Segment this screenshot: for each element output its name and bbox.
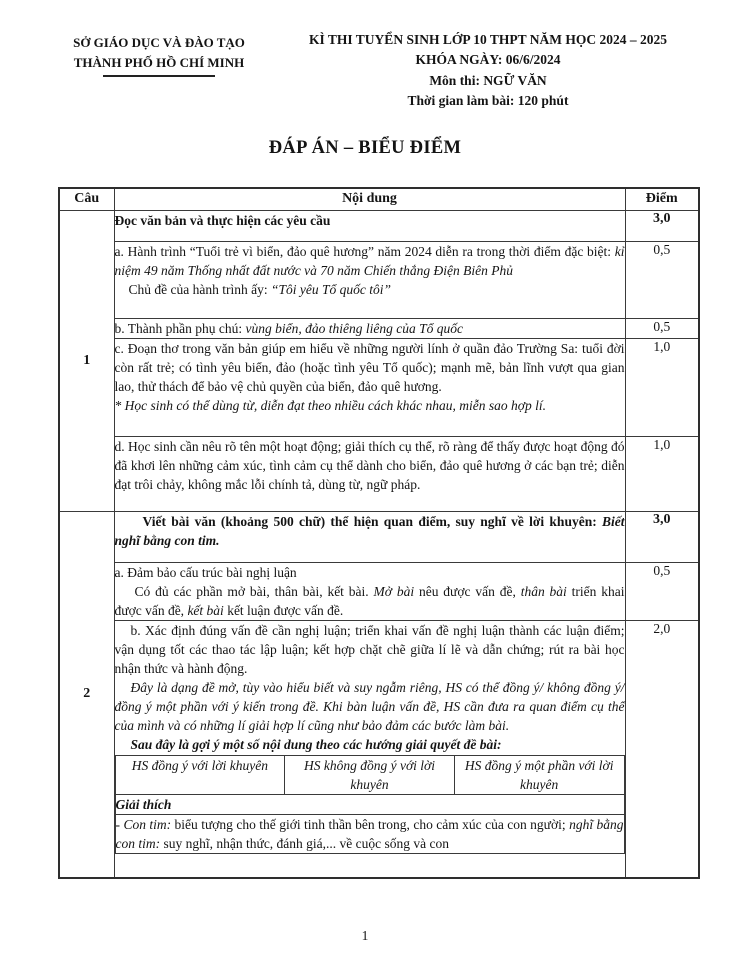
answer-paragraph [115, 512, 625, 550]
exam-subject: Môn thi: NGỮ VĂN [429, 72, 547, 88]
text-segment: * Học sinh có thể dùng từ, diễn đạt theo nhiều cách khác nhau, miễn sao hợp lí. [114, 397, 546, 413]
score-cell: 1,0 [625, 436, 699, 511]
answer-paragraph [115, 280, 625, 299]
text-segment: c. Đoạn thơ trong văn bản giúp em hiểu về những người lính ở quần đảo Trường Sa: tuổi đời còn rất trẻ; có tình yêu biển, đảo (hoặc tình yêu Tổ quốc); mạnh mẽ, bản lĩnh vượt qua gian lao, thử thách để bảo vệ chủ quyền của biển, đảo quê hương. [114, 340, 625, 394]
table-row [59, 436, 699, 511]
page-title: ĐÁP ÁN – BIỂU ĐIỂM [268, 138, 462, 158]
answer-paragraph [115, 242, 625, 280]
table-row [59, 241, 699, 318]
text-segment: - [115, 816, 124, 832]
text-segment: a. Hành trình “Tuổi trẻ vì biển, đảo quê hương” năm 2024 diễn ra trong thời điểm đặc biệt: [114, 243, 615, 259]
table-row [59, 210, 699, 241]
table-row [59, 511, 699, 562]
score-cell: 0,5 [625, 562, 699, 620]
table-row [59, 318, 699, 338]
column-header-question: Câu [59, 188, 114, 210]
page-number: 1 [361, 928, 369, 943]
text-segment: a. Đảm bảo cấu trúc bài nghị luận [114, 564, 297, 580]
text-segment: triển khai được vấn đề, [114, 583, 625, 618]
answer-paragraph [115, 621, 625, 678]
suggestion-cell [115, 814, 624, 853]
suggestion-cell [115, 794, 624, 814]
text-segment: vùng biển, đảo thiêng liêng của Tổ quốc [245, 320, 463, 336]
text-segment: nghĩ bằng con tim: [115, 816, 624, 851]
answer-content-cell [114, 562, 625, 620]
answer-paragraph [115, 735, 625, 754]
question-number: 1 [59, 210, 114, 511]
score-cell: 3,0 [625, 511, 699, 562]
answer-content-cell [114, 620, 625, 878]
text-segment: b. Thành phần phụ chú: [114, 320, 246, 336]
answer-content-cell [114, 338, 625, 436]
text-segment: thân bài [520, 583, 567, 599]
suggestion-column-header: HS đồng ý với lời khuyên [115, 755, 285, 794]
column-header-content: Nội dung [114, 188, 625, 210]
score-cell: 3,0 [625, 210, 699, 241]
text-segment: suy nghĩ, nhận thức, đánh giá,... về cuộc sống và con [160, 835, 450, 851]
document-header [0, 0, 730, 111]
answer-paragraph [115, 678, 625, 735]
column-header-score: Điểm [625, 188, 699, 210]
text-segment: Con tim: [123, 816, 172, 832]
text-segment: Đây là dạng đề mở, tùy vào hiểu biết và suy ngẫm riêng, HS có thể đồng ý/ không đồng ý/ đồng ý một phần với ý kiến trong đề. Khi bàn luận vấn đề, HS cần đưa ra quan điểm cụ thể của mình và có những lí giải hợp lí cũng như bảo đảm các bước làm bài. [114, 679, 625, 733]
exam-name: KÌ THI TUYỂN SINH LỚP 10 THPT NĂM HỌC 2024 – 2025 [309, 32, 667, 47]
authority-line-1: SỞ GIÁO DỤC VÀ ĐÀO TẠO [73, 35, 245, 50]
question-number: 2 [59, 511, 114, 878]
answer-content-cell [114, 436, 625, 511]
suggestion-row [115, 794, 624, 814]
text-segment: b. Xác định đúng vấn đề cần nghị luận; triển khai vấn đề nghị luận thành các luận điểm; vận dụng tốt các thao tác lập luận; kết hợp chặt chẽ giữa lí lẽ và dẫn chứng; rút ra bài học nhận thức và hành động. [114, 622, 625, 676]
table-row [59, 562, 699, 620]
text-segment: nêu được vấn đề, [414, 583, 521, 599]
authority-line-2: THÀNH PHỐ HỒ CHÍ MINH [73, 54, 245, 70]
answer-content-cell [114, 511, 625, 562]
answer-table [58, 187, 700, 879]
issuing-authority [50, 30, 268, 111]
answer-paragraph [115, 437, 625, 494]
header-underline [103, 75, 215, 77]
answer-content-cell [114, 318, 625, 338]
suggestion-column-header: HS đồng ý một phần với lời khuyên [454, 755, 624, 794]
answer-table-body [59, 210, 699, 878]
score-cell: 0,5 [625, 241, 699, 318]
score-cell: 2,0 [625, 620, 699, 878]
answer-paragraph [115, 211, 625, 230]
text-segment: d. Học sinh cần nêu rõ tên một hoạt động; giải thích cụ thể, rõ ràng để thấy được hoạt động đó đã khơi lên những cảm xúc, tình cảm cụ thể dành cho biển, đảo quê hương ở các bạn trẻ; diễn đạt trôi chảy, không mắc lỗi chính tả, dùng từ, ngữ pháp. [114, 438, 625, 492]
exam-date: KHÓA NGÀY: 06/6/2024 [415, 52, 561, 68]
text-segment: Sau đây là gợi ý một số nội dung theo các hướng giải quyết đề bài: [130, 736, 502, 752]
text-segment: kỉ niệm 49 năm Thống nhất đất nước và 70 năm Chiến thắng Điện Biên Phủ [114, 243, 625, 278]
table-row [59, 620, 699, 878]
text-segment: Mở bài [373, 583, 415, 599]
text-segment: Đọc văn bản và thực hiện các yêu cầu [114, 212, 331, 228]
text-segment: Chủ đề của hành trình ấy: [128, 281, 271, 297]
text-segment: Viết bài văn (khoảng 500 chữ) thể hiện quan điểm, suy nghĩ về lời khuyên: [142, 513, 602, 529]
suggestion-header-row [115, 755, 624, 794]
exam-info [268, 30, 702, 111]
table-header-row [59, 188, 699, 210]
text-segment: kết bài [187, 602, 224, 618]
text-segment: Biết nghĩ bằng con tim. [114, 513, 625, 548]
answer-paragraph [115, 319, 625, 338]
answer-content-cell [114, 210, 625, 241]
suggestion-row [115, 814, 624, 853]
table-row [59, 338, 699, 436]
score-cell: 1,0 [625, 338, 699, 436]
exam-duration: Thời gian làm bài: 120 phút [407, 92, 569, 108]
text-segment: Có đủ các phần mở bài, thân bài, kết bài. [134, 583, 374, 599]
answer-paragraph [115, 339, 625, 396]
answer-paragraph [115, 563, 625, 582]
answer-paragraph [115, 396, 625, 415]
suggestion-table [115, 755, 625, 854]
score-cell: 0,5 [625, 318, 699, 338]
text-segment: “Tôi yêu Tổ quốc tôi” [270, 281, 391, 297]
answer-paragraph [115, 582, 625, 620]
text-segment: Giải thích [115, 796, 172, 812]
answer-content-cell [114, 241, 625, 318]
text-segment: biểu tượng cho thế giới tinh thần bên trong, cho cảm xúc của con người; [171, 816, 570, 832]
text-segment: kết luận được vấn đề. [223, 602, 344, 618]
suggestion-column-header: HS không đồng ý với lời khuyên [285, 755, 455, 794]
